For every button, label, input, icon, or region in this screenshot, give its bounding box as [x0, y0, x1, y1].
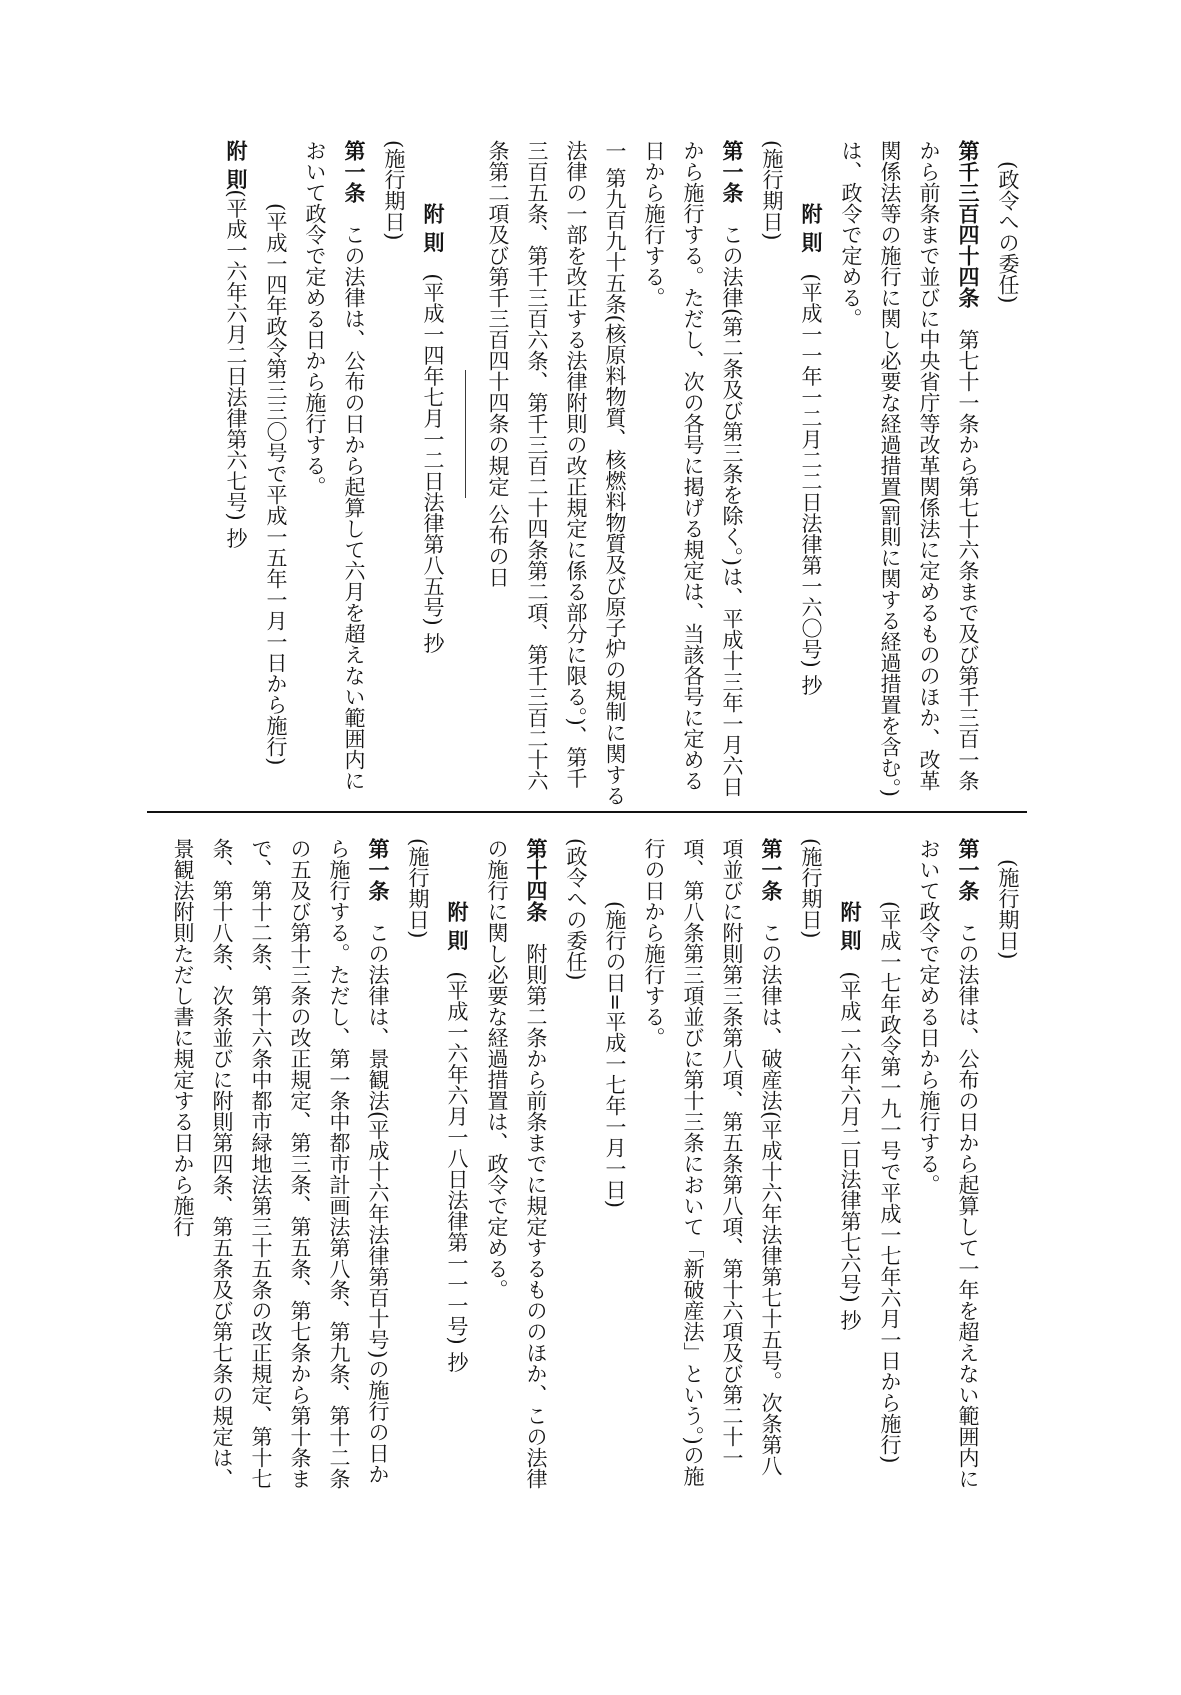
supp-b-heading: (施行期日)	[382, 140, 406, 241]
supp-c-art1-text: この法律は、公布の日から起算して一年を超えない範囲内において政令で定める日から施行する。	[917, 838, 980, 1489]
supp-c-art1-label: 第一条	[956, 838, 981, 901]
supplementary-provisions-e	[437, 838, 477, 1494]
supp-b-label: 附 則	[421, 203, 446, 253]
supp-e-article-1	[163, 838, 398, 1494]
supp-c-label: 附 則	[224, 140, 249, 190]
supplementary-provisions-a	[791, 140, 831, 806]
supp-a-law: (平成一一年一二月二二日法律第一六〇号) 抄	[799, 273, 823, 696]
supp-d-article-14	[477, 838, 556, 1494]
supp-a-art1-label: 第一条	[720, 140, 745, 203]
section-separator-line	[465, 370, 466, 498]
supp-b-note: (平成一四年政令第三三〇号で平成一五年一月一日から施行)	[264, 203, 288, 766]
supp-a-heading: (施行期日)	[760, 140, 784, 241]
supplementary-provisions-d	[830, 838, 870, 1494]
page-divider	[147, 811, 1027, 813]
supp-a-article-1	[634, 140, 752, 806]
supp-d-note: (施行の日=平成一七年一月一日)	[603, 901, 627, 1208]
supp-d-heading: (施行期日)	[799, 838, 823, 939]
supp-e-heading: (施行期日)	[406, 838, 430, 939]
article-1344	[831, 140, 988, 806]
supp-d-art14-text: 附則第二条から前条までに規定するもののほか、この法律の施行に関し必要な経過措置は、政令で定める。	[485, 838, 548, 1489]
upper-text-block	[147, 140, 1027, 806]
supplementary-provisions-c	[216, 140, 256, 806]
lower-text-block	[147, 838, 1027, 1494]
supp-d-art14-label: 第十四条	[524, 838, 549, 922]
supp-a-label: 附 則	[799, 203, 824, 253]
supp-c-law: (平成一六年六月二日法律第六七号) 抄	[224, 189, 248, 549]
supp-c-heading: (施行期日)	[996, 859, 1020, 960]
supp-a-art1-text: この法律(第二条及び第三条を除く。)は、平成十三年一月六日から施行する。ただし、次の各号に掲げる規定は、当該各号に定める日から施行する。	[642, 140, 744, 797]
article-1344-label: 第千三百四十四条	[956, 140, 981, 308]
supp-c-note: (平成一七年政令第一九一号で平成一七年六月一日から施行)	[878, 901, 902, 1464]
supp-d-art1-label: 第一条	[759, 838, 784, 901]
supp-d-article-1	[634, 838, 791, 1494]
supp-e-label: 附 則	[445, 901, 470, 951]
supp-d-law: (平成一六年六月二日法律第七六号) 抄	[838, 971, 862, 1331]
article-1344-text: 第七十一条から第七十六条まで及び第千三百一条から前条まで並びに中央省庁等改革関係法に定めるもののほか、改革関係法等の施行に関し必要な経過措置(罰則に関する経過措置を含む。)は、政令で定める。	[839, 140, 980, 797]
supp-a-item-1: 一 第九百九十五条(核原料物質、核燃料物質及び原子炉の規制に関する法律の一部を改正する法律附則の改正規定に係る部分に限る。)、第千三百五条、第千三百六条、第千三百二十四条第二項、第千三百二十六条第二項及び第千三百四十四条の規定 公布の日	[486, 140, 627, 806]
supp-b-art1-text: この法律は、公布の日から起算して六月を超えない範囲内において政令で定める日から施行する。	[303, 140, 366, 791]
supp-b-law: (平成一四年七月一二日法律第八五号) 抄	[421, 273, 445, 654]
supp-e-art1-label: 第一条	[366, 838, 391, 901]
supp-b-art1-label: 第一条	[342, 140, 367, 203]
supplementary-provisions-b	[413, 140, 453, 806]
supp-e-law: (平成一六年六月一八日法律第一一一号) 抄	[445, 971, 469, 1373]
heading-delegation: (政令への委任)	[996, 161, 1020, 304]
supp-d-heading-delegation: (政令への委任)	[564, 838, 588, 981]
supp-e-art1-text: この法律は、景観法(平成十六年法律第百十号)の施行の日から施行する。ただし、第一条中都市計画法第八条、第九条、第十二条の五及び第十三条の改正規定、第三条、第五条、第七条から第十条まで、第十二条、第十六条中都市緑地法第三十五条の改正規定、第十七条、第十八条、次条並びに附則第四条、第五条及び第七条の規定は、景観法附則ただし書に規定する日から施行	[171, 838, 390, 1489]
supp-b-article-1	[295, 140, 374, 806]
supp-c-article-1	[909, 838, 988, 1494]
supp-d-art1-text: この法律は、破産法(平成十六年法律第七十五号。次条第八項並びに附則第三条第八項、第五条第八項、第十六項及び第二十一項、第八条第三項並びに第十三条において「新破産法」という。)の施行の日から施行する。	[642, 838, 783, 1487]
supp-d-label: 附 則	[838, 901, 863, 951]
